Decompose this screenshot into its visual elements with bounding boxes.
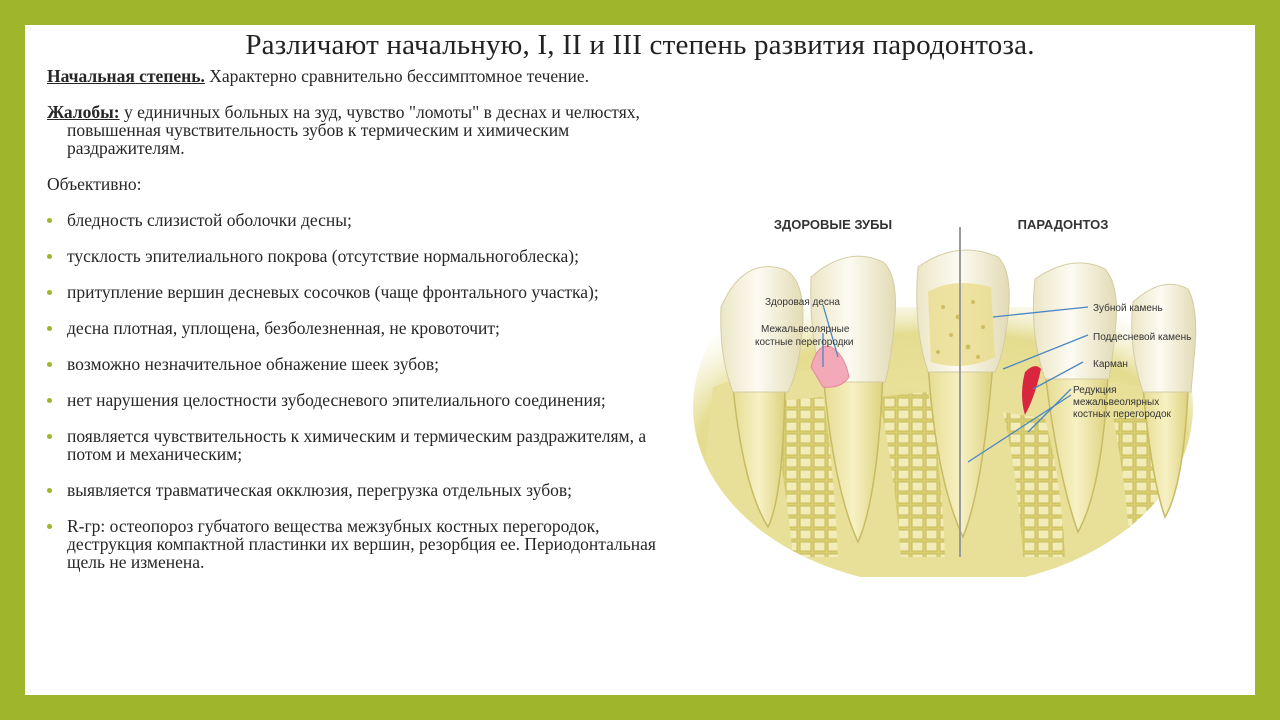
label-septa-1: Межальвеолярные: [761, 324, 850, 335]
slide-title: Различают начальную, I, II и III степень развития пародонтоза.: [245, 29, 1035, 61]
teeth-illustration: [673, 157, 1213, 577]
label-reduction-2: межальвеолярных: [1073, 397, 1160, 408]
label-reduction-3: костных перегородок: [1073, 409, 1171, 420]
figure-heading-left: ЗДОРОВЫЕ ЗУБЫ: [773, 217, 893, 232]
intro-heading: Начальная степень.: [47, 66, 205, 86]
label-septa-2: костные перегородки: [755, 337, 854, 348]
intro-text: Характерно сравнительно бессимптомное течение.: [204, 66, 590, 86]
objective-label: Объективно:: [47, 174, 142, 194]
label-reduction-1: Редукция: [1073, 385, 1117, 396]
complaints-heading: Жалобы:: [47, 102, 120, 122]
label-healthy-gum: Здоровая десна: [765, 297, 840, 308]
list-item: выявляется травматическая окклюзия, перегрузка отдельных зубов;: [47, 481, 687, 499]
list-item: R-гр: остеопороз губчатого вещества межзубных костных перегородок, деструкция компактной пластинки их вершин, резорбция ее. Периодонтальная щель не изменена.: [47, 517, 687, 571]
list-item: возможно незначительное обнажение шеек зубов;: [47, 355, 687, 373]
list-item: десна плотная, уплощена, безболезненная, не кровоточит;: [47, 319, 687, 337]
figure-heading-right: ПАРАДОНТОЗ: [1017, 217, 1109, 232]
list-item: бледность слизистой оболочки десны;: [47, 211, 687, 229]
slide: [25, 25, 1255, 695]
label-subgingival: Поддесневой камень: [1093, 332, 1192, 343]
text-body: [47, 67, 687, 589]
list-item: притупление вершин десневых сосочков (чаще фронтального участка);: [47, 283, 687, 301]
list-item: нет нарушения целостности зубодесневого эпителиального соединения;: [47, 391, 687, 409]
label-tartar: Зубной камень: [1093, 303, 1163, 314]
teeth-diagram: [673, 157, 1213, 577]
complaints-text: у единичных больных на зуд, чувство "ломоты" в деснах и челюстях, повышенная чувствительность зубов к термическим и химическим раздражителям.: [67, 102, 640, 158]
symptom-list: [47, 211, 687, 571]
complaints-paragraph: [47, 103, 687, 157]
intro-paragraph: [47, 67, 687, 85]
list-item: появляется чувствительность к химическим и термическим раздражителям, а потом и механическим;: [47, 427, 687, 463]
label-pocket: Карман: [1093, 359, 1128, 370]
list-item: тусклость эпителиального покрова (отсутствие нормальногоблеска);: [47, 247, 687, 265]
